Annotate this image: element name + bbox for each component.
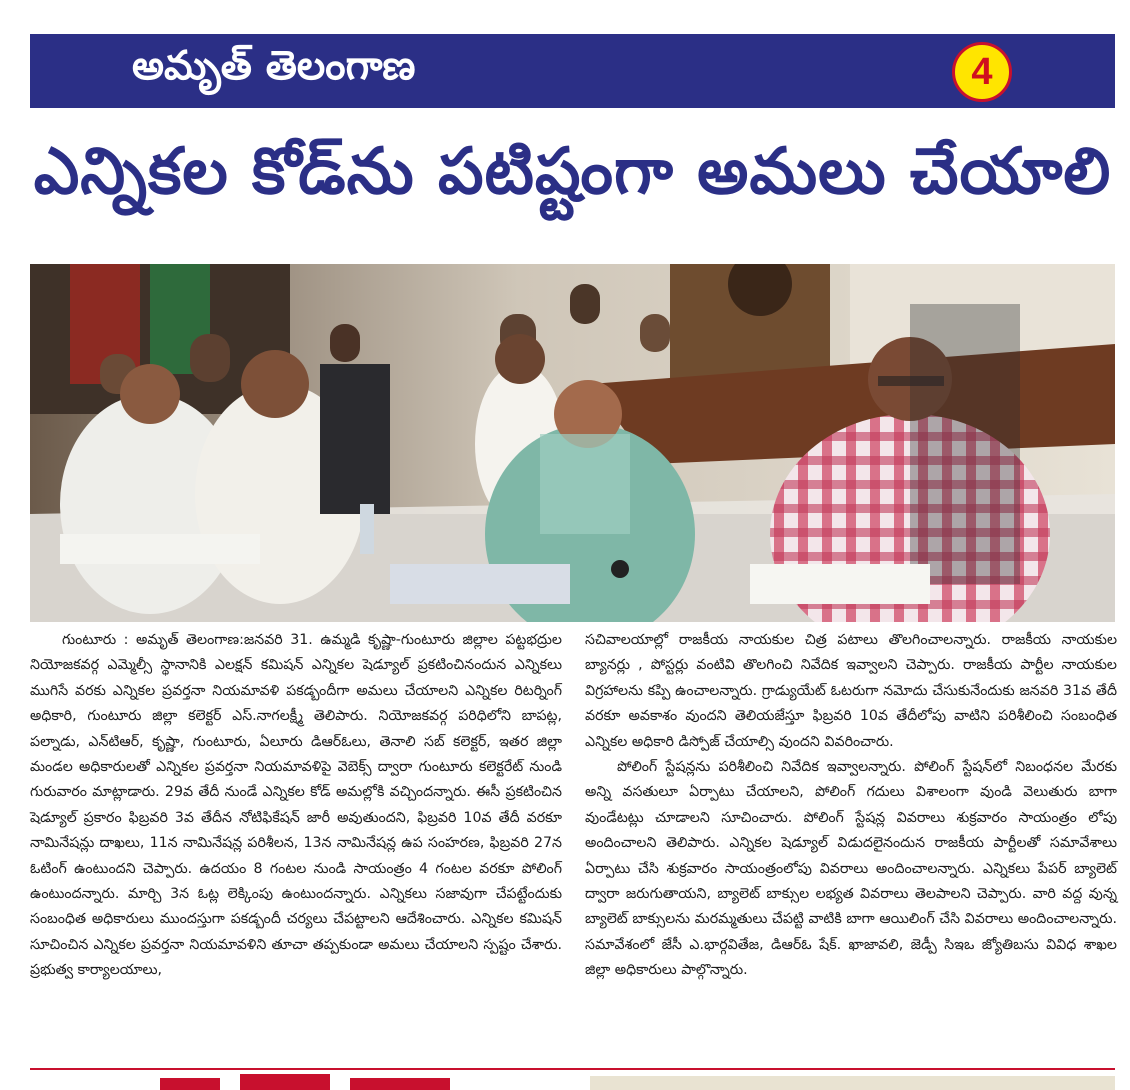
article-column-left bbox=[30, 628, 562, 984]
next-article-strip bbox=[30, 1072, 1115, 1090]
article-headline: ఎన్నికల కోడ్‌ను పటిష్టంగా అమలు చేయాలి bbox=[33, 135, 1112, 209]
page-number-badge: 4 bbox=[952, 42, 1012, 102]
masthead-bar bbox=[30, 34, 1115, 108]
meeting-photo-icon bbox=[30, 264, 1115, 622]
newspaper-title: అమృత్ తెలంగాణ bbox=[132, 42, 416, 89]
meeting-photo bbox=[30, 264, 1115, 622]
next-headline-fragment-icon bbox=[30, 1072, 1115, 1090]
article-column-right bbox=[585, 628, 1117, 984]
article-paragraph: పోలింగ్ స్టేషన్లను పరిశీలించి నివేదిక ఇవ్వాలన్నారు. పోలింగ్ స్టేషన్‌లో నిబంధనల మేరకు అన్ని వసతులూ ఏర్పాటు చేయాలని, పోలింగ్ గదులు విశాలంగా వుండి వెలుతురు బాగా వుండేటట్లు చూడాలని సూచించారు. పోలింగ్ స్టేషన్ల వివరాలు శుక్రవారం సాయంత్రం లోపు అందించాలని తెలిపారు. ఎన్నికల షెడ్యూల్ విడుదలైనందున రాజకీయ పార్టీలతో సమావేశాలు ఏర్పాటు చేసి శుక్రవారం సాయంత్రంలోపు వివరాలు అందించాలన్నారు. ఎన్నికలు పేపర్ బ్యాలెట్ ద్వారా జరుగుతాయని, బ్యాలెట్ బాక్సుల లభ్యత వివరాలు తెలపాలని చెప్పారు. వారి వద్ద వున్న బ్యాలెట్ బాక్సులను మరమ్మతులు చేపట్టి వాటికి బాగా ఆయిలింగ్ చేసి వివరాలు అందించాలన్నారు. సమావేశంలో జేసీ ఎ.భార్గవితేజ, డిఆర్‌ఓ షేక్. ఖాజావలి, జెడ్పీ సిఇఒ జ్యోతిబసు వివిధ శాఖల జిల్లా అధికారులు పాల్గొన్నారు. bbox=[585, 759, 1117, 979]
article-paragraph: గుంటూరు : అమృత్ తెలంగాణ:జనవరి 31. ఉమ్మడి కృష్ణా-గుంటూరు జిల్లాల పట్టభద్రుల నియోజకవర్గ ఎమ్మెల్సీ స్థానానికి ఎలక్షన్ కమిషన్ ఎన్నికల షెడ్యూల్ ప్రకటించినందున ఎన్నికలు ముగిసే వరకు ఎన్నికల ప్రవర్తనా నియమావళి పకడ్బందీగా అమలు చేయాలని ఎన్నికల రిటర్నింగ్ అధికారి, గుంటూరు జిల్లా కలెక్టర్ ఎస్.నాగలక్ష్మీ తెలిపారు. నియోజకవర్గ పరిధిలోని బాపట్ల, పల్నాడు, ఎన్‌టిఆర్, కృష్ణా, గుంటూరు, ఏలూరు డిఆర్‌ఓలు, తెనాలి సబ్ కలెక్టర్, ఇతర జిల్లా మండల అధికారులతో ఎన్నికల ప్రవర్తనా నియమావళిపై వెబెక్స్ ద్వారా గుంటూరు కలెక్టరేట్ నుండి గురువారం మాట్లాడారు. 29వ తేదీ నుండే ఎన్నికల కోడ్ అమల్లోకి వచ్చిందన్నారు. ఈసీ ప్రకటించిన షెడ్యూల్ ప్రకారం ఫిబ్రవరి 3వ తేదీన నోటిఫికేషన్ జారీ అవుతుందని, ఫిబ్రవరి 10వ తేదీ వరకూ నామినేషన్లు దాఖలు, 11న నామినేషన్ల పరిశీలన, 13న నామినేషన్ల ఉప సంహరణ, ఫిబ్రవరి 27న ఓటింగ్ ఉంటుందని చెప్పారు. ఉదయం 8 గంటల నుండి సాయంత్రం 4 గంటల వరకూ పోలింగ్ ఉంటుందన్నారు. మార్చి 3న ఓట్ల లెక్కింపు ఉంటుందన్నారు. ఎన్నికలు సజావుగా చేపట్టేందుకు సంబంధిత అధికారులు ముందస్తుగా పకడ్బందీ చర్యలు చేపట్టాలని ఆదేశించారు. ఎన్నికల కమిషన్ సూచించిన ఎన్నికల ప్రవర్తనా నియమావళిని తూచా తప్పకుండా అమలు చేయాలని స్పష్టం చేశారు. ప్రభుత్వ కార్యాలయాలు, bbox=[30, 632, 563, 979]
article-paragraph: సచివాలయాల్లో రాజకీయ నాయకుల చిత్ర పటాలు తొలగించాలన్నారు. రాజకీయ నాయకుల బ్యానర్లు , పోస్టర్లు వంటివి తొలగించి నివేదిక ఇవ్వాలని చెప్పారు. రాజకీయ పార్టీల నాయకుల విగ్రహాలను కప్పి ఉంచాలన్నారు. గ్రాడ్యుయేట్ ఓటరుగా నమోదు చేసుకునేందుకు జనవరి 31వ తేదీ వరకూ అవకాశం వుందని తెలియజేస్తూ ఫిబ్రవరి 10వ తేదీలోపు వాటిని పరిశీలించి సంబంధిత ఎన్నికల అధికారి డిస్పోజ్ చేయాల్సి వుందని వివరించారు. bbox=[585, 632, 1117, 750]
section-divider bbox=[30, 1068, 1115, 1070]
